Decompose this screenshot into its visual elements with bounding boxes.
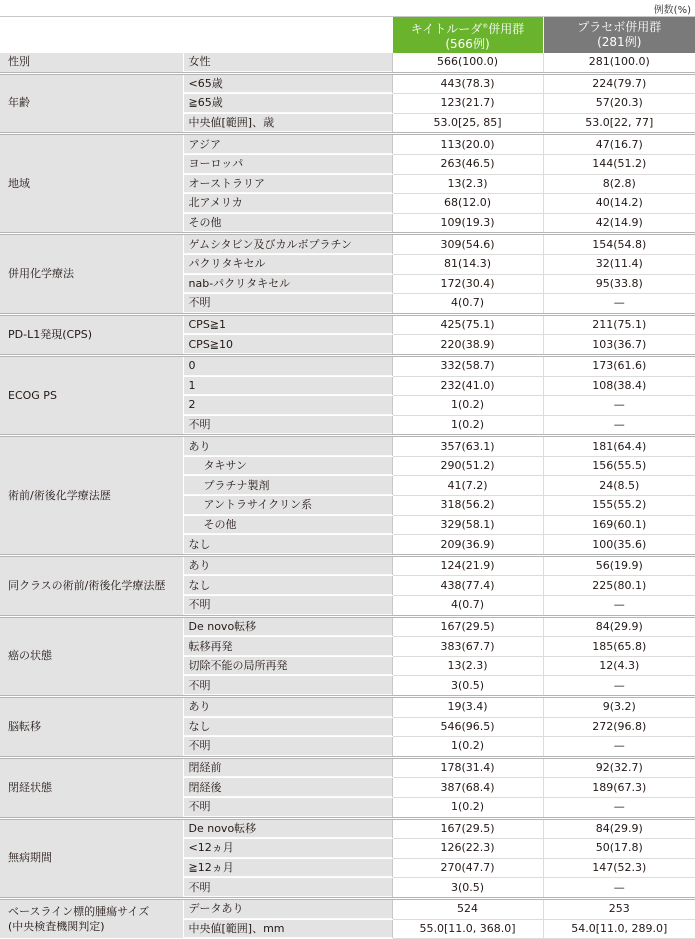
keytruda-value: 220(38.9) bbox=[392, 335, 543, 356]
subcategory-label: プラチナ製剤 bbox=[183, 476, 392, 496]
placebo-value: 92(32.7) bbox=[543, 757, 695, 778]
category-label bbox=[0, 53, 183, 73]
keytruda-value: 290(51.2) bbox=[392, 456, 543, 476]
keytruda-value: 172(30.4) bbox=[392, 274, 543, 294]
keytruda-value: 1(0.2) bbox=[392, 797, 543, 818]
header-placebo-count: (281例) bbox=[597, 35, 642, 49]
placebo-value: 84(29.9) bbox=[543, 818, 695, 839]
keytruda-value: 566(100.0) bbox=[392, 53, 543, 73]
placebo-value: — bbox=[543, 396, 695, 416]
table-row bbox=[0, 53, 695, 73]
placebo-value: 272(96.8) bbox=[543, 717, 695, 737]
category-text: ベースライン標的腫瘍サイズ bbox=[8, 905, 150, 919]
subcategory-label: なし bbox=[183, 717, 392, 737]
keytruda-value: 425(75.1) bbox=[392, 314, 543, 335]
table-row bbox=[0, 73, 695, 94]
subcategory-label: なし bbox=[183, 576, 392, 596]
placebo-value: 9(3.2) bbox=[543, 697, 695, 718]
keytruda-value: 178(31.4) bbox=[392, 757, 543, 778]
table-row bbox=[0, 436, 695, 457]
placebo-value: 169(60.1) bbox=[543, 515, 695, 535]
category-label bbox=[0, 818, 183, 898]
placebo-value: — bbox=[543, 294, 695, 315]
subcategory-label: データあり bbox=[183, 898, 392, 919]
unit-label: 例数(%) bbox=[653, 5, 691, 16]
keytruda-value: 126(22.3) bbox=[392, 839, 543, 859]
table-row bbox=[0, 898, 695, 919]
placebo-value: — bbox=[543, 415, 695, 436]
keytruda-value: 209(36.9) bbox=[392, 535, 543, 556]
registered-mark: ® bbox=[482, 22, 489, 30]
category-text-line2: (中央検査機関判定) bbox=[8, 920, 105, 934]
keytruda-value: 41(7.2) bbox=[392, 476, 543, 496]
subcategory-label: パクリタキセル bbox=[183, 254, 392, 274]
header-keytruda-suffix: 併用群 bbox=[488, 21, 525, 36]
subcategory-label: 中央値[範囲]、mm bbox=[183, 919, 392, 939]
subcategory-label: nab-パクリタキセル bbox=[183, 274, 392, 294]
subcategory-label: タキサン bbox=[183, 456, 392, 476]
placebo-value: 181(64.4) bbox=[543, 436, 695, 457]
placebo-value: 108(38.4) bbox=[543, 376, 695, 396]
placebo-value: 24(8.5) bbox=[543, 476, 695, 496]
placebo-value: 224(79.7) bbox=[543, 73, 695, 94]
category-text: 性別 bbox=[8, 55, 30, 69]
placebo-value: 40(14.2) bbox=[543, 194, 695, 214]
placebo-value: 47(16.7) bbox=[543, 134, 695, 155]
keytruda-value: 357(63.1) bbox=[392, 436, 543, 457]
keytruda-value: 4(0.7) bbox=[392, 596, 543, 617]
table-row bbox=[0, 234, 695, 255]
keytruda-value: 1(0.2) bbox=[392, 415, 543, 436]
keytruda-value: 123(21.7) bbox=[392, 94, 543, 114]
placebo-value: — bbox=[543, 797, 695, 818]
header-keytruda-group bbox=[392, 17, 543, 53]
subcategory-label: ヨーロッパ bbox=[183, 154, 392, 174]
category-label bbox=[0, 555, 183, 616]
category-text: 併用化学療法 bbox=[8, 267, 74, 281]
placebo-value: 154(54.8) bbox=[543, 234, 695, 255]
subcategory-label: 女性 bbox=[183, 53, 392, 73]
placebo-value: 84(29.9) bbox=[543, 616, 695, 637]
placebo-value: 103(36.7) bbox=[543, 335, 695, 356]
keytruda-value: 270(47.7) bbox=[392, 858, 543, 878]
category-label bbox=[0, 134, 183, 234]
placebo-value: 54.0[11.0, 289.0] bbox=[543, 919, 695, 939]
keytruda-value: 383(67.7) bbox=[392, 637, 543, 657]
subcategory-label: De novo転移 bbox=[183, 818, 392, 839]
keytruda-value: 1(0.2) bbox=[392, 737, 543, 758]
subcategory-label: あり bbox=[183, 555, 392, 576]
keytruda-value: 309(54.6) bbox=[392, 234, 543, 255]
category-text: 脳転移 bbox=[8, 719, 41, 733]
placebo-value: 42(14.9) bbox=[543, 213, 695, 234]
placebo-value: 53.0[22, 77] bbox=[543, 113, 695, 134]
subcategory-label: 1 bbox=[183, 376, 392, 396]
table-body bbox=[0, 53, 695, 939]
subcategory-label: オーストラリア bbox=[183, 174, 392, 194]
category-label bbox=[0, 757, 183, 818]
subcategory-label: 不明 bbox=[183, 737, 392, 758]
keytruda-value: 438(77.4) bbox=[392, 576, 543, 596]
subcategory-label: その他 bbox=[183, 213, 392, 234]
header-placebo-name: プラセボ併用群 bbox=[577, 20, 662, 34]
subcategory-label: 0 bbox=[183, 355, 392, 376]
placebo-value: 8(2.8) bbox=[543, 174, 695, 194]
category-text: PD-L1発現(CPS) bbox=[8, 327, 93, 341]
category-label bbox=[0, 898, 183, 938]
category-label bbox=[0, 616, 183, 696]
placebo-value: 225(80.1) bbox=[543, 576, 695, 596]
placebo-value: 211(75.1) bbox=[543, 314, 695, 335]
table-row bbox=[0, 555, 695, 576]
placebo-value: 185(65.8) bbox=[543, 637, 695, 657]
subcategory-label: ゲムシタビン及びカルボプラチン bbox=[183, 234, 392, 255]
placebo-value: 253 bbox=[543, 898, 695, 919]
keytruda-value: 3(0.5) bbox=[392, 676, 543, 697]
keytruda-value: 546(96.5) bbox=[392, 717, 543, 737]
placebo-value: — bbox=[543, 878, 695, 899]
placebo-value: 156(55.5) bbox=[543, 456, 695, 476]
subcategory-label: 2 bbox=[183, 396, 392, 416]
category-text: 癌の状態 bbox=[8, 649, 52, 663]
header-row bbox=[0, 17, 695, 53]
placebo-value: 56(19.9) bbox=[543, 555, 695, 576]
table-row bbox=[0, 355, 695, 376]
table-row bbox=[0, 314, 695, 335]
keytruda-value: 109(19.3) bbox=[392, 213, 543, 234]
subcategory-label: 不明 bbox=[183, 294, 392, 315]
placebo-value: 173(61.6) bbox=[543, 355, 695, 376]
category-label bbox=[0, 436, 183, 556]
category-text: 同クラスの術前/術後化学療法歴 bbox=[8, 578, 166, 592]
header-placebo-group bbox=[543, 17, 695, 53]
keytruda-value: 124(21.9) bbox=[392, 555, 543, 576]
keytruda-value: 1(0.2) bbox=[392, 396, 543, 416]
header-blank bbox=[0, 17, 392, 53]
subcategory-label: 不明 bbox=[183, 415, 392, 436]
category-label bbox=[0, 697, 183, 758]
placebo-value: 57(20.3) bbox=[543, 94, 695, 114]
table-row bbox=[0, 134, 695, 155]
placebo-value: — bbox=[543, 676, 695, 697]
keytruda-value: 81(14.3) bbox=[392, 254, 543, 274]
keytruda-value: 53.0[25, 85] bbox=[392, 113, 543, 134]
keytruda-value: 329(58.1) bbox=[392, 515, 543, 535]
header-keytruda-count: (566例) bbox=[445, 36, 490, 51]
header-keytruda-name: キイトルーダ bbox=[410, 21, 483, 36]
category-label bbox=[0, 234, 183, 314]
category-text: 地域 bbox=[8, 176, 30, 190]
subcategory-label: あり bbox=[183, 697, 392, 718]
placebo-value: 155(55.2) bbox=[543, 496, 695, 516]
subcategory-label: 切除不能の局所再発 bbox=[183, 656, 392, 676]
subcategory-label: De novo転移 bbox=[183, 616, 392, 637]
category-text: 閉経状態 bbox=[8, 780, 52, 794]
keytruda-value: 167(29.5) bbox=[392, 818, 543, 839]
category-label bbox=[0, 73, 183, 134]
category-text: 術前/術後化学療法歴 bbox=[8, 488, 111, 502]
keytruda-value: 387(68.4) bbox=[392, 778, 543, 798]
keytruda-value: 3(0.5) bbox=[392, 878, 543, 899]
placebo-value: 100(35.6) bbox=[543, 535, 695, 556]
subcategory-label: CPS≧10 bbox=[183, 335, 392, 356]
subcategory-label: <12ヵ月 bbox=[183, 839, 392, 859]
keytruda-value: 13(2.3) bbox=[392, 656, 543, 676]
subcategory-label: 不明 bbox=[183, 596, 392, 617]
placebo-value: — bbox=[543, 596, 695, 617]
category-text: 無病期間 bbox=[8, 851, 52, 865]
keytruda-value: 167(29.5) bbox=[392, 616, 543, 637]
placebo-value: 147(52.3) bbox=[543, 858, 695, 878]
subcategory-label: 不明 bbox=[183, 676, 392, 697]
placebo-value: 95(33.8) bbox=[543, 274, 695, 294]
placebo-value: 12(4.3) bbox=[543, 656, 695, 676]
keytruda-value: 332(58.7) bbox=[392, 355, 543, 376]
keytruda-value: 524 bbox=[392, 898, 543, 919]
subcategory-label: ≧65歳 bbox=[183, 94, 392, 114]
table-row bbox=[0, 616, 695, 637]
placebo-value: 32(11.4) bbox=[543, 254, 695, 274]
table-row bbox=[0, 818, 695, 839]
subcategory-label: <65歳 bbox=[183, 73, 392, 94]
keytruda-value: 113(20.0) bbox=[392, 134, 543, 155]
subcategory-label: 北アメリカ bbox=[183, 194, 392, 214]
subcategory-label: ≧12ヵ月 bbox=[183, 858, 392, 878]
subcategory-label: 中央値[範囲]、歳 bbox=[183, 113, 392, 134]
subcategory-label: 不明 bbox=[183, 878, 392, 899]
keytruda-value: 13(2.3) bbox=[392, 174, 543, 194]
subcategory-label: 閉経後 bbox=[183, 778, 392, 798]
keytruda-value: 55.0[11.0, 368.0] bbox=[392, 919, 543, 939]
category-label bbox=[0, 314, 183, 355]
placebo-value: 50(17.8) bbox=[543, 839, 695, 859]
subcategory-label: なし bbox=[183, 535, 392, 556]
placebo-value: 281(100.0) bbox=[543, 53, 695, 73]
subcategory-label: 閉経前 bbox=[183, 757, 392, 778]
placebo-value: 144(51.2) bbox=[543, 154, 695, 174]
subcategory-label: 転移再発 bbox=[183, 637, 392, 657]
subcategory-label: アントラサイクリン系 bbox=[183, 496, 392, 516]
keytruda-value: 4(0.7) bbox=[392, 294, 543, 315]
category-label bbox=[0, 355, 183, 435]
subcategory-label: 不明 bbox=[183, 797, 392, 818]
table-row bbox=[0, 697, 695, 718]
subcategory-label: あり bbox=[183, 436, 392, 457]
table-row bbox=[0, 757, 695, 778]
subcategory-label: CPS≧1 bbox=[183, 314, 392, 335]
subcategory-label: アジア bbox=[183, 134, 392, 155]
category-text: 年齢 bbox=[8, 96, 30, 110]
placebo-value: 189(67.3) bbox=[543, 778, 695, 798]
placebo-value: — bbox=[543, 737, 695, 758]
keytruda-value: 318(56.2) bbox=[392, 496, 543, 516]
keytruda-value: 232(41.0) bbox=[392, 376, 543, 396]
baseline-characteristics-table bbox=[0, 17, 695, 939]
keytruda-value: 68(12.0) bbox=[392, 194, 543, 214]
subcategory-label: その他 bbox=[183, 515, 392, 535]
keytruda-value: 443(78.3) bbox=[392, 73, 543, 94]
category-text: ECOG PS bbox=[8, 388, 57, 402]
keytruda-value: 263(46.5) bbox=[392, 154, 543, 174]
keytruda-value: 19(3.4) bbox=[392, 697, 543, 718]
